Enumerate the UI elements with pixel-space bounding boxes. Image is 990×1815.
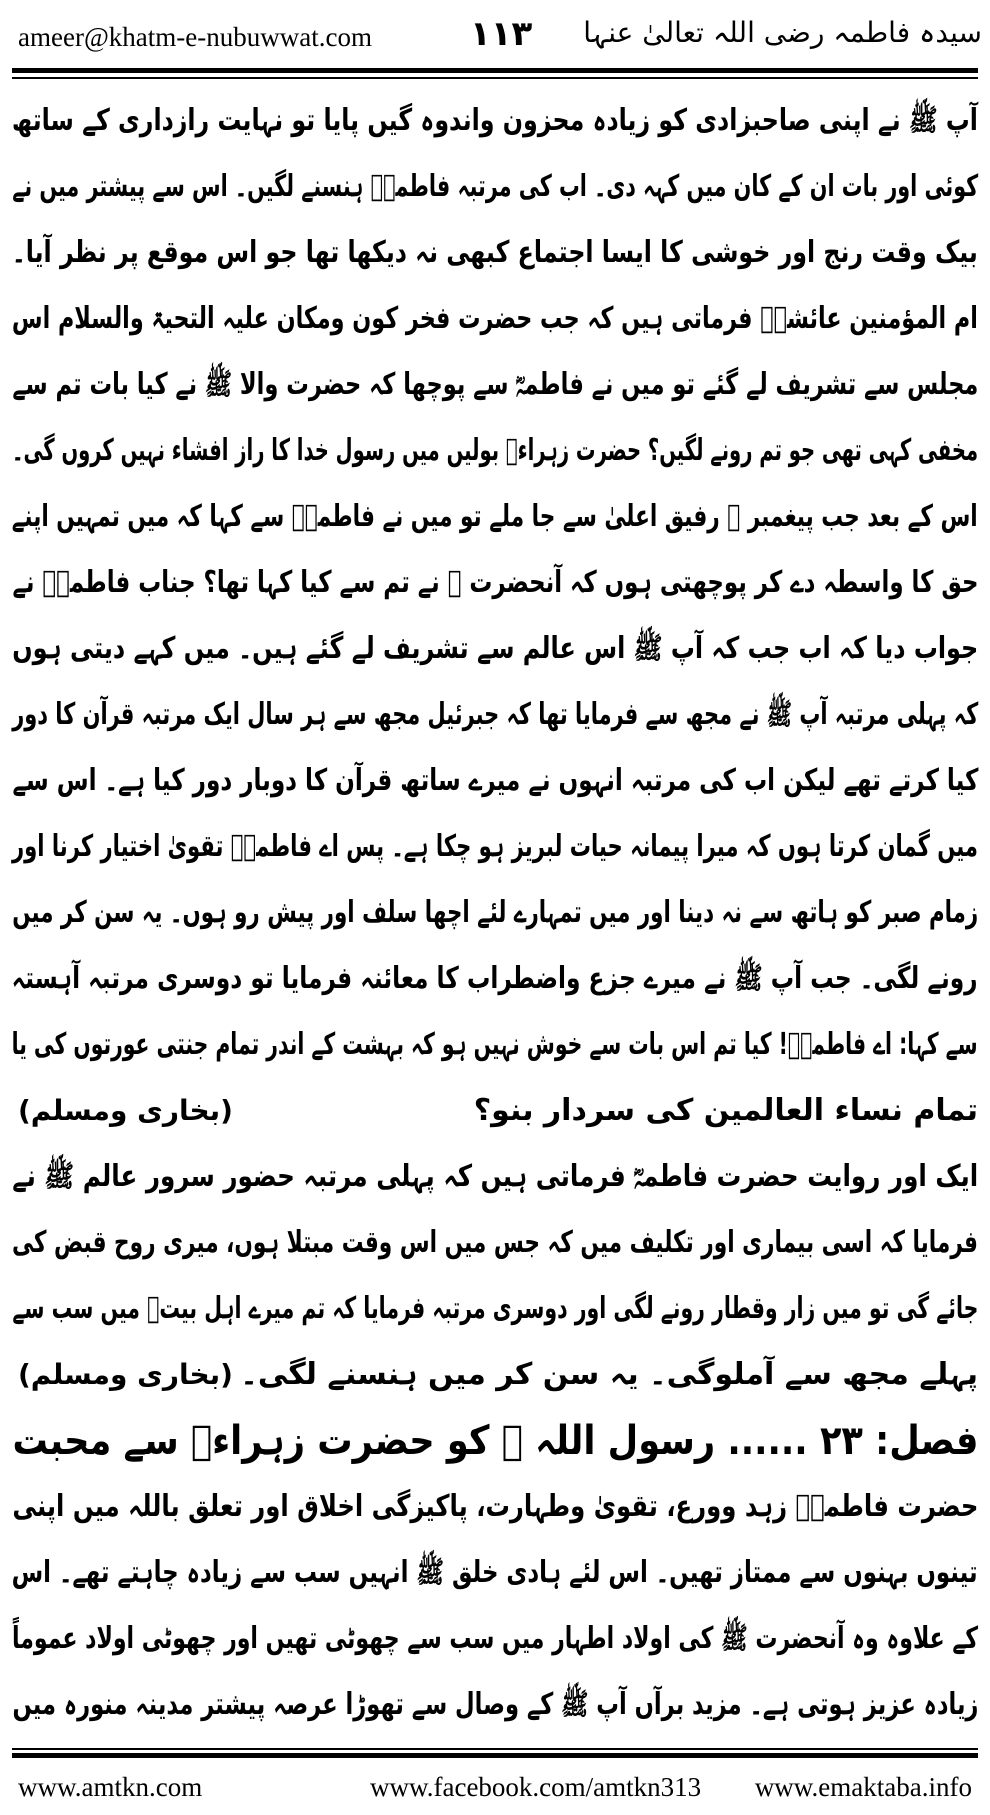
text-line-content: مجلس سے تشریف لے گئے تو میں نے فاطمہؓ سے پوچھا کہ حضرت والا ﷺ نے کیا بات تم سے <box>11 367 978 402</box>
text-line-content: تمام نساء العالمین کی سردار بنو؟ <box>473 1093 978 1128</box>
text-line-content: جواب دیا کہ اب جب کہ آپ ﷺ اس عالم سے تشریف لے گئے ہیں۔ میں کہے دیتی ہوں <box>12 631 978 666</box>
text-line <box>12 616 978 682</box>
text-line-content: کے علاوہ وہ آنحضرت ﷺ کی اولاد اطہار میں سب سے چھوٹی تھیں اور چھوٹی اولاد عموماً <box>11 1621 978 1656</box>
text-line <box>12 1210 978 1276</box>
text-line <box>12 880 978 946</box>
text-line <box>12 682 978 748</box>
text-line <box>12 418 978 484</box>
text-line <box>12 1474 978 1540</box>
book-title: سیدہ فاطمہ رضی اللہ تعالیٰ عنہا <box>583 16 982 49</box>
text-line <box>12 1342 978 1408</box>
text-line <box>12 550 978 616</box>
citation: (بخاری ومسلم) <box>18 1358 233 1391</box>
text-line <box>12 748 978 814</box>
footer-link-facebook[interactable]: www.facebook.com/amtkn313 <box>370 1772 702 1802</box>
text-line <box>12 286 978 352</box>
text-line-content: پہلے مجھ سے آملوگی۔ یہ سن کر میں ہنسنے لگی۔ <box>240 1357 978 1392</box>
section-heading <box>12 1408 978 1474</box>
text-line-content: سے کہا: اے فاطمہؓ! کیا تم اس بات سے خوش نہیں ہو کہ بہشت کے اندر تمام جنتی عورتوں کی یا <box>12 1027 978 1062</box>
text-line-content: کہ پہلی مرتبہ آپ ﷺ نے مجھ سے فرمایا تھا کہ جبرئیل مجھ سے ہر سال ایک مرتبہ قرآن کا دور <box>12 697 978 732</box>
text-line-content: ایک اور روایت حضرت فاطمہؓ فرماتی ہیں کہ پہلی مرتبہ حضور سرور عالم ﷺ نے <box>12 1159 978 1194</box>
text-line-content: کیا کرتے تھے لیکن اب کی مرتبہ انہوں نے میرے ساتھ قرآن کا دوبار دور کیا ہے۔ اس سے <box>11 763 978 798</box>
header-email: ameer@khatm-e-nubuwwat.com <box>18 22 372 52</box>
text-line <box>12 1144 978 1210</box>
text-line-content: مخفی کہی تھی جو تم رونے لگیں؟ حضرت زہراءؓ بولیں میں رسول خدا کا راز افشاء نہیں کروں گی۔ <box>11 433 978 468</box>
text-line-content: بیک وقت رنج اور خوشی کا ایسا اجتماع کبھی نہ دیکھا تھا جو اس موقع پر نظر آیا۔ <box>12 235 978 270</box>
text-line <box>12 1276 978 1342</box>
text-line-content: ام المؤمنین عائشہؓ فرماتی ہیں کہ جب حضرت فخر کون ومکان علیہ التحیۃ والسلام اس <box>12 301 978 336</box>
footer-link-amtkn[interactable]: www.amtkn.com <box>18 1772 203 1802</box>
header-rule-thin <box>12 77 978 79</box>
text-line <box>12 1078 978 1144</box>
text-line <box>12 484 978 550</box>
text-line-content: فرمایا کہ اسی بیماری اور تکلیف میں کہ جس میں اس وقت مبتلا ہوں، میری روح قبض کی <box>12 1225 978 1260</box>
text-line-content: تینوں بہنوں سے ممتاز تھیں۔ اس لئے ہادی خلق ﷺ انہیں سب سے زیادہ چاہتے تھے۔ اس <box>12 1555 978 1590</box>
text-line-content: زیادہ عزیز ہوتی ہے۔ مزید برآں آپ ﷺ کے وصال سے تھوڑا عرصہ پیشتر مدینہ منورہ میں <box>12 1687 978 1722</box>
text-line <box>12 88 978 154</box>
text-line-content: میں گمان کرتا ہوں کہ میرا پیمانہ حیات لبریز ہو چکا ہے۔ پس اے فاطمہؓ تقویٰ اختیار کرنا اور <box>12 829 978 864</box>
citation: (بخاری ومسلم) <box>18 1094 233 1127</box>
text-line <box>12 814 978 880</box>
footer-rule <box>12 1753 978 1758</box>
text-line <box>12 1012 978 1078</box>
text-line-content: آپ ﷺ نے اپنی صاحبزادی کو زیادہ محزون واندوہ گیں پایا تو نہایت رازداری کے ساتھ <box>12 103 978 138</box>
text-line-content: اس کے بعد جب پیغمبر ﷺ رفیق اعلیٰ سے جا ملے تو میں نے فاطمہؓ سے کہا کہ میں تمہیں اپنے <box>12 499 978 534</box>
header-rule <box>12 68 978 73</box>
footer-link-emaktaba[interactable]: www.emaktaba.info <box>754 1772 972 1802</box>
footer-rule-thin <box>12 1748 978 1750</box>
text-line <box>12 1540 978 1606</box>
text-line-content: حضرت فاطمہؓ زہد وورع، تقویٰ وطہارت، پاکیزگی اخلاق اور تعلق باللہ میں اپنی <box>11 1489 978 1524</box>
text-line <box>12 946 978 1012</box>
text-line <box>12 220 978 286</box>
text-line-content: زمام صبر کو ہاتھ سے نہ دینا اور میں تمہارے لئے اچھا سلف اور پیش رو ہوں۔ یہ سن کر میں <box>12 895 978 930</box>
page-number: ۱۱۳ <box>470 14 533 54</box>
text-line-content: کوئی اور بات ان کے کان میں کہہ دی۔ اب کی مرتبہ فاطمہؓ ہنسنے لگیں۔ اس سے پیشتر میں نے <box>11 169 978 204</box>
text-line <box>12 352 978 418</box>
text-line-content: حق کا واسطہ دے کر پوچھتی ہوں کہ آنحضرت ﷺ نے تم سے کیا کہا تھا؟ جناب فاطمہؓ نے <box>12 565 978 600</box>
text-line <box>12 1672 978 1738</box>
text-line <box>12 154 978 220</box>
text-line-content: رونے لگی۔ جب آپ ﷺ نے میرے جزع واضطراب کا معائنہ فرمایا تو دوسری مرتبہ آہستہ <box>12 961 978 996</box>
text-line-content: فصل: ۲۳ ...... رسول اللہ ﷺ کو حضرت زہراءؓ سے محبت <box>12 1418 978 1464</box>
text-line-content: جائے گی تو میں زار وقطار رونے لگی اور دوسری مرتبہ فرمایا کہ تم میرے اہل بیتؓ میں سب سے <box>12 1291 978 1326</box>
text-line <box>12 1606 978 1672</box>
